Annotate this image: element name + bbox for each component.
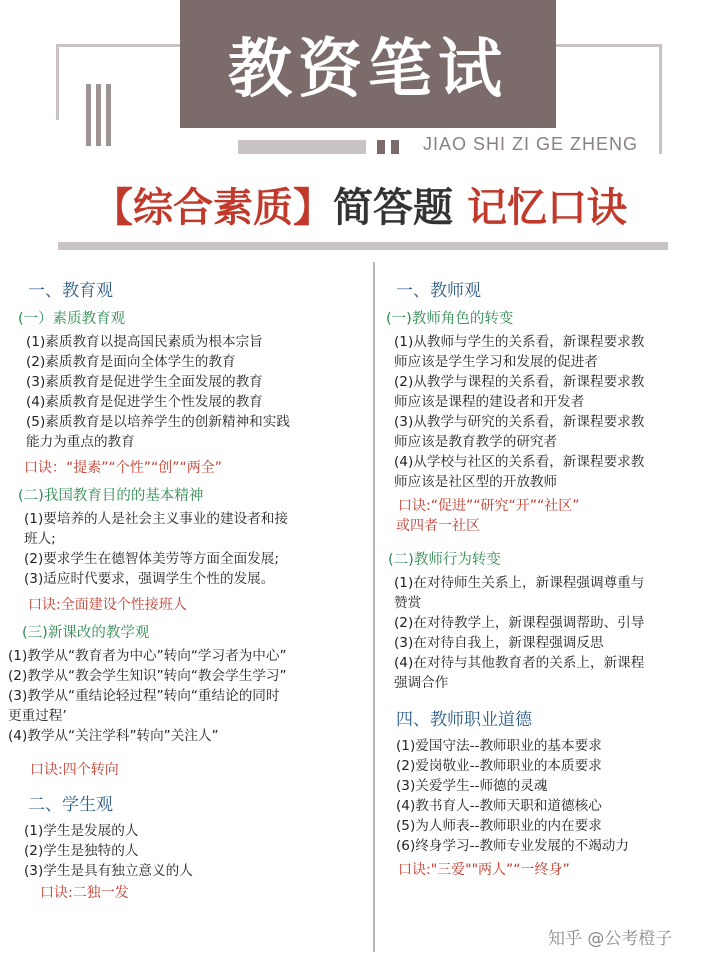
list-item: (1)从教师与学生的关系看，新课程要求教 <box>394 334 645 350</box>
subtitle-part3: 记忆口诀 <box>466 185 627 231</box>
subsection-heading: (一）素质教育观 <box>18 311 126 327</box>
list-item: 赞赏 <box>394 595 422 611</box>
decor-bar-dark <box>391 140 399 154</box>
list-item: (1)素质教育以提高国民素质为根本宗旨 <box>26 334 263 350</box>
section-heading: 四、教师职业道德 <box>396 710 532 730</box>
motto: 口诀：“提素”“个性”“创”“两全” <box>24 460 223 476</box>
list-item: (1)要培养的人是社会主义事业的建设者和接 <box>24 511 288 527</box>
list-item: 师应该是教育教学的研究者 <box>394 434 558 450</box>
section-heading: 一、教师观 <box>396 281 481 301</box>
motto: 口诀:“促进”“研究“开”“社区” <box>398 498 580 514</box>
list-item: (5)为人师表--教师职业的内在要求 <box>396 818 602 834</box>
list-item: (2)在对待教学上，新课程强调帮助、引导 <box>394 615 645 631</box>
section-heading: 一、教育观 <box>28 281 113 301</box>
subtitle-part1: 【综合素质】 <box>93 185 334 231</box>
list-item: (4)素质教育是促进学生个性发展的教育 <box>26 394 263 410</box>
left-column <box>8 270 368 909</box>
list-item: (1)教学从“教育者为中心”转向“学习者为中心” <box>8 648 287 664</box>
list-item: (3)在对待自我上，新课程强调反思 <box>394 635 604 651</box>
item-list <box>394 573 712 693</box>
list-item: (2)素质教育是面向全体学生的教育 <box>26 354 236 370</box>
list-item: (6)终身学习--教师专业发展的不竭动力 <box>396 838 629 854</box>
list-item: (3)适应时代要求，强调学生个性的发展。 <box>24 571 275 587</box>
subtitle-underline <box>58 242 668 250</box>
item-list <box>396 736 712 856</box>
motto: 口诀:全面建设个性接班人 <box>28 597 187 613</box>
list-item: (3)教学从“重结论轻过程”转向“重结论的同时 <box>8 688 280 704</box>
list-item: 师应该是课程的建设者和开发者 <box>394 394 585 410</box>
list-item: (2)从教学与课程的关系看，新课程要求教 <box>394 374 645 390</box>
list-item: 强调合作 <box>394 675 449 691</box>
list-item: (2)学生是独特的人 <box>24 843 139 859</box>
subtitle <box>20 176 700 233</box>
watermark: 知乎 @公考橙子 <box>548 929 673 949</box>
motto: 口诀:四个转向 <box>30 762 119 778</box>
list-item: (3)关爱学生--师德的灵魂 <box>396 778 548 794</box>
list-item: (5)素质教育是以培养学生的创新精神和实践 <box>26 414 290 430</box>
motto: 或四者一社区 <box>396 518 480 534</box>
decor-bar-light <box>238 140 366 154</box>
list-item: (4)教书育人--教师天职和道德核心 <box>396 798 602 814</box>
item-list <box>26 332 368 452</box>
subsection-heading: (一)教师角色的转变 <box>386 311 514 327</box>
motto: 口诀:"三爱""两人”“一终身” <box>398 862 570 878</box>
list-item: (2)教学从“教会学生知识”转向“教会学生学习” <box>8 668 287 684</box>
list-item: 更重过程’ <box>8 708 67 724</box>
list-item: (3)学生是具有独立意义的人 <box>24 863 193 879</box>
subsection-heading: (三)新课改的教学观 <box>22 625 150 641</box>
list-item: 能力为重点的教育 <box>26 434 135 450</box>
item-list <box>394 332 712 492</box>
right-column <box>382 270 712 886</box>
list-item: 师应该是社区型的开放教师 <box>394 474 558 490</box>
list-item: 师应该是学生学习和发展的促进者 <box>394 354 598 370</box>
frame-gap <box>40 120 80 160</box>
list-item: (1)爱国守法--教师职业的基本要求 <box>396 738 602 754</box>
title-banner <box>180 0 556 128</box>
list-item: (3)从教学与研究的关系看，新课程要求教 <box>394 414 645 430</box>
list-item: (4)从学校与社区的关系看，新课程要求教 <box>394 454 645 470</box>
motto: 口诀:二独一发 <box>40 885 129 901</box>
list-item: (4)在对待与其他教育者的关系上，新课程 <box>394 655 645 671</box>
list-item: (3)素质教育是促进学生全面发展的教育 <box>26 374 263 390</box>
list-item: (2)爱岗敬业--教师职业的本质要求 <box>396 758 602 774</box>
decor-bar-dark <box>377 140 385 154</box>
item-list <box>8 646 368 746</box>
list-item: (1)学生是发展的人 <box>24 823 139 839</box>
section-heading: 二、学生观 <box>28 795 113 815</box>
subsection-heading: (二)教师行为转变 <box>388 552 501 568</box>
subsection-heading: (二)我国教育目的的基本精神 <box>18 488 204 504</box>
list-item: (4)教学从“关注学科”转向”关注人” <box>8 728 219 744</box>
item-list <box>24 821 368 881</box>
page-title: 教资笔试 <box>228 33 508 107</box>
pinyin-subtitle: JIAO SHI ZI GE ZHENG <box>423 134 639 154</box>
subtitle-part2: 简答题 <box>333 185 454 231</box>
list-item: (1)在对待师生关系上，新课程强调尊重与 <box>394 575 645 591</box>
item-list <box>24 509 368 589</box>
list-item: 班人; <box>24 531 56 547</box>
column-divider <box>373 262 375 952</box>
list-item: (2)要求学生在德智体美劳等方面全面发展; <box>24 551 279 567</box>
